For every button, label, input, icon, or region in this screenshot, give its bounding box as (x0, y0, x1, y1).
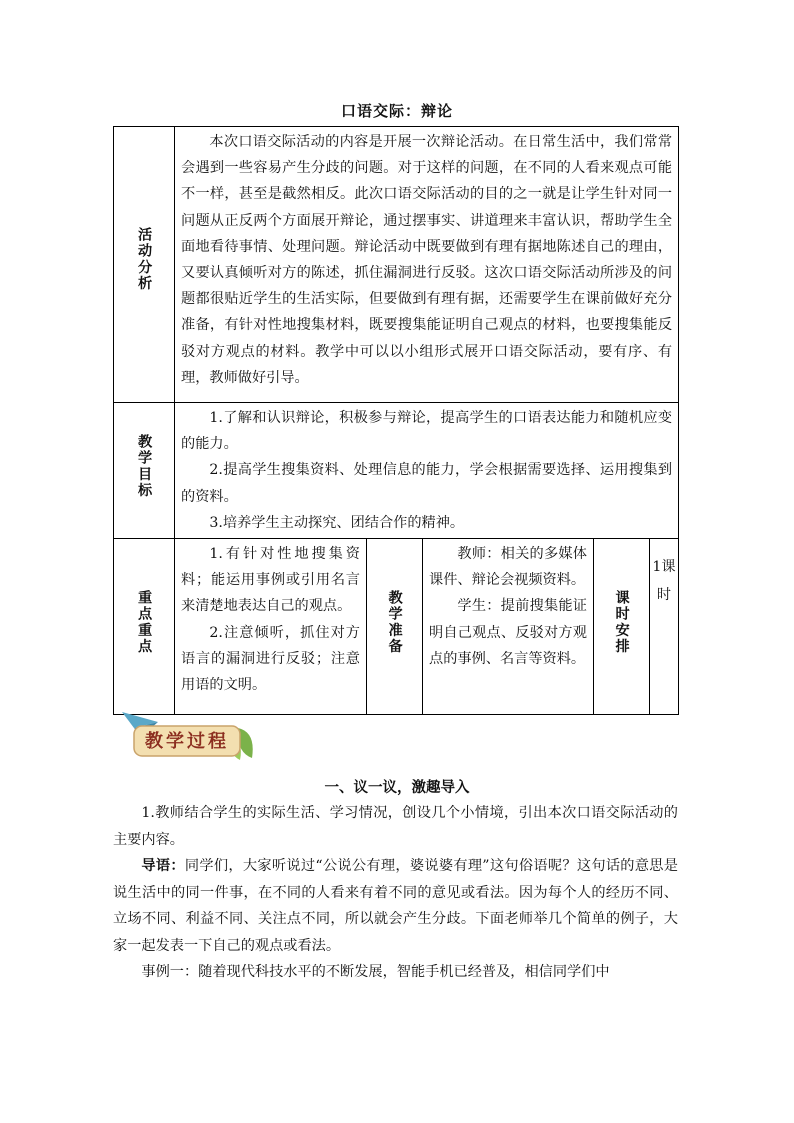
paragraph-2 (113, 853, 678, 959)
teaching-process-badge (120, 708, 260, 764)
row-activity (114, 127, 679, 403)
lesson-plan-table (113, 126, 679, 715)
label-key: 重点重点 (114, 539, 175, 715)
cell-goals (175, 403, 679, 539)
label-prep: 教学准备 (367, 539, 423, 715)
goal-item: 2.提高学生搜集资料、处理信息的能力，学会根据需要选择、运用搜集到的资料。 (181, 462, 673, 505)
row-bottom (114, 539, 679, 715)
paragraph-1: 1.教师结合学生的实际生活、学习情况，创设几个小情境，引出本次口语交际活动的主要内容。 (113, 805, 678, 848)
intro-label: 导语： (141, 858, 185, 874)
label-activity: 活动分析 (114, 127, 175, 403)
cell-time (650, 539, 679, 715)
key-item: 2.注意倾听，抓住对方语言的漏洞进行反驳；注意用语的文明。 (181, 624, 360, 694)
page-title: 口语交际：辩论 (340, 102, 453, 120)
cell-activity (175, 127, 679, 403)
goal-item: 1.了解和认识辩论，积极参与辩论，提高学生的口语表达能力和随机应变的能力。 (181, 410, 673, 453)
time-value: 1课时 (652, 559, 676, 604)
section-title: 一、议一议，激趣导入 (324, 779, 470, 796)
badge-text: 教学过程 (145, 731, 229, 752)
activity-text: 本次口语交际活动的内容是开展一次辩论活动。在日常生活中，我们常常会遇到一些容易产生分歧的问题。对于这样的问题，在不同的人看来观点可能不一样，甚至是截然相反。此次口语交际活动的目的之一就是让学生针对同一问题从正反两个方面展开辩论，通过摆事实、讲道理来丰富认识，帮助学生全面地看待事情、处理问题。辩论活动中既要做到有理有据地陈述自己的理由，又要认真倾听对方的陈述，抓住漏洞进行反驳。这次口语交际活动所涉及的问题都很贴近学生的生活实际，但要做到有理有据，还需要学生在课前做好充分准备，有针对性地搜集材料，既要搜集能证明自己观点的材料，也要搜集能反驳对方观点的材料。教学中可以以小组形式展开口语交际活动，要有序、有理，教师做好引导。 (181, 134, 673, 386)
label-time: 课时安排 (594, 539, 650, 715)
prep-item: 教师：相关的多媒体课件、辩论会视频资料。 (429, 546, 587, 589)
intro-text: 同学们，大家听说过“公说公有理，婆说婆有理”这句俗语呢？这句话的意思是说生活中的同一件事，在不同的人看来有着不同的意见或看法。因为每个人的经历不同、立场不同、利益不同、关注点不同，所以就会产生分歧。下面老师举几个简单的例子，大家一起发表一下自己的观点或看法。 (113, 858, 678, 954)
label-goals: 教学目标 (114, 403, 175, 539)
body-text (113, 800, 678, 986)
goal-item: 3.培养学生主动探究、团结合作的精神。 (209, 514, 465, 531)
paragraph-3: 事例一：随着现代科技水平的不断发展，智能手机已经普及，相信同学们中 (141, 964, 610, 980)
row-goals (114, 403, 679, 539)
cell-prep (423, 539, 594, 715)
prep-item: 学生：提前搜集能证明自己观点、反驳对方观点的事例、名言等资料。 (429, 598, 587, 667)
cell-key (175, 539, 367, 715)
key-item: 1.有针对性地搜集资料；能运用事例或引用名言来清楚地表达自己的观点。 (181, 546, 360, 615)
